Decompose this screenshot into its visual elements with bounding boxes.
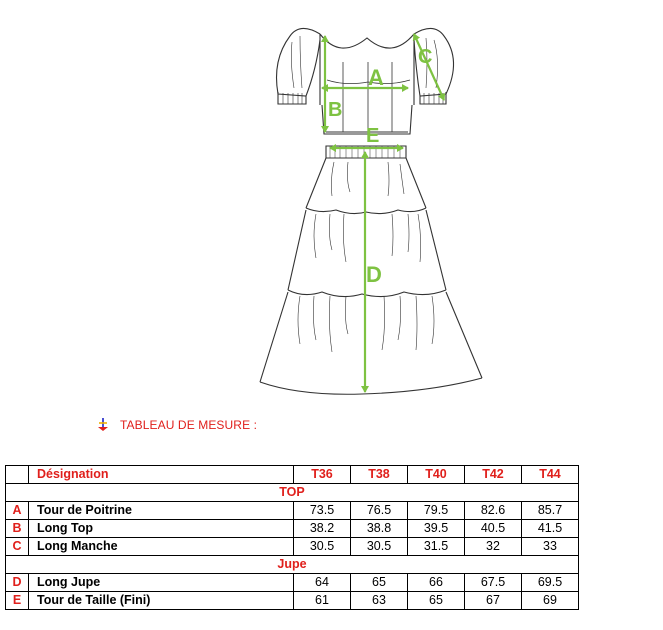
row-value: 69 bbox=[522, 592, 579, 610]
marker-e: E bbox=[366, 125, 380, 147]
header-row bbox=[6, 466, 579, 484]
table-heading-text: TABLEAU DE MESURE : bbox=[120, 418, 258, 432]
row-value: 85.7 bbox=[522, 502, 579, 520]
row-value: 31.5 bbox=[408, 538, 465, 556]
row-value: 67 bbox=[465, 592, 522, 610]
section-title: Jupe bbox=[6, 556, 579, 574]
row-value: 40.5 bbox=[465, 520, 522, 538]
table-row bbox=[6, 502, 579, 520]
row-value: 76.5 bbox=[351, 502, 408, 520]
row-value: 63 bbox=[351, 592, 408, 610]
header-size: T42 bbox=[465, 466, 522, 484]
section-title: TOP bbox=[6, 484, 579, 502]
row-name: Long Top bbox=[29, 520, 294, 538]
row-value: 38.8 bbox=[351, 520, 408, 538]
row-value: 32 bbox=[465, 538, 522, 556]
table-row bbox=[6, 538, 579, 556]
row-value: 64 bbox=[294, 574, 351, 592]
marker-d: D bbox=[366, 262, 382, 287]
section-row-top bbox=[6, 484, 579, 502]
marker-a: A bbox=[368, 65, 384, 90]
row-letter: D bbox=[6, 574, 29, 592]
row-value: 41.5 bbox=[522, 520, 579, 538]
row-value: 69.5 bbox=[522, 574, 579, 592]
header-size: T40 bbox=[408, 466, 465, 484]
size-chart-table bbox=[5, 465, 579, 610]
marker-c: C bbox=[418, 46, 433, 68]
row-name: Long Jupe bbox=[29, 574, 294, 592]
push-pin-icon bbox=[96, 418, 110, 432]
row-value: 30.5 bbox=[294, 538, 351, 556]
row-value: 65 bbox=[408, 592, 465, 610]
section-row-jupe bbox=[6, 556, 579, 574]
row-value: 38.2 bbox=[294, 520, 351, 538]
row-value: 33 bbox=[522, 538, 579, 556]
row-letter: C bbox=[6, 538, 29, 556]
table-row bbox=[6, 574, 579, 592]
header-designation: Désignation bbox=[29, 466, 294, 484]
row-name: Long Manche bbox=[29, 538, 294, 556]
table-row bbox=[6, 592, 579, 610]
crop-top-outline bbox=[277, 28, 454, 134]
row-value: 66 bbox=[408, 574, 465, 592]
header-size: T38 bbox=[351, 466, 408, 484]
header-blank-cell bbox=[6, 466, 29, 484]
row-value: 82.6 bbox=[465, 502, 522, 520]
table-heading bbox=[96, 416, 257, 434]
row-value: 67.5 bbox=[465, 574, 522, 592]
row-value: 65 bbox=[351, 574, 408, 592]
row-name: Tour de Taille (Fini) bbox=[29, 592, 294, 610]
row-value: 30.5 bbox=[351, 538, 408, 556]
row-value: 73.5 bbox=[294, 502, 351, 520]
header-size: T44 bbox=[522, 466, 579, 484]
row-letter: A bbox=[6, 502, 29, 520]
marker-b: B bbox=[328, 99, 343, 121]
header-size: T36 bbox=[294, 466, 351, 484]
row-letter: B bbox=[6, 520, 29, 538]
table-row bbox=[6, 520, 579, 538]
row-value: 61 bbox=[294, 592, 351, 610]
row-value: 39.5 bbox=[408, 520, 465, 538]
row-value: 79.5 bbox=[408, 502, 465, 520]
row-letter: E bbox=[6, 592, 29, 610]
row-name: Tour de Poitrine bbox=[29, 502, 294, 520]
